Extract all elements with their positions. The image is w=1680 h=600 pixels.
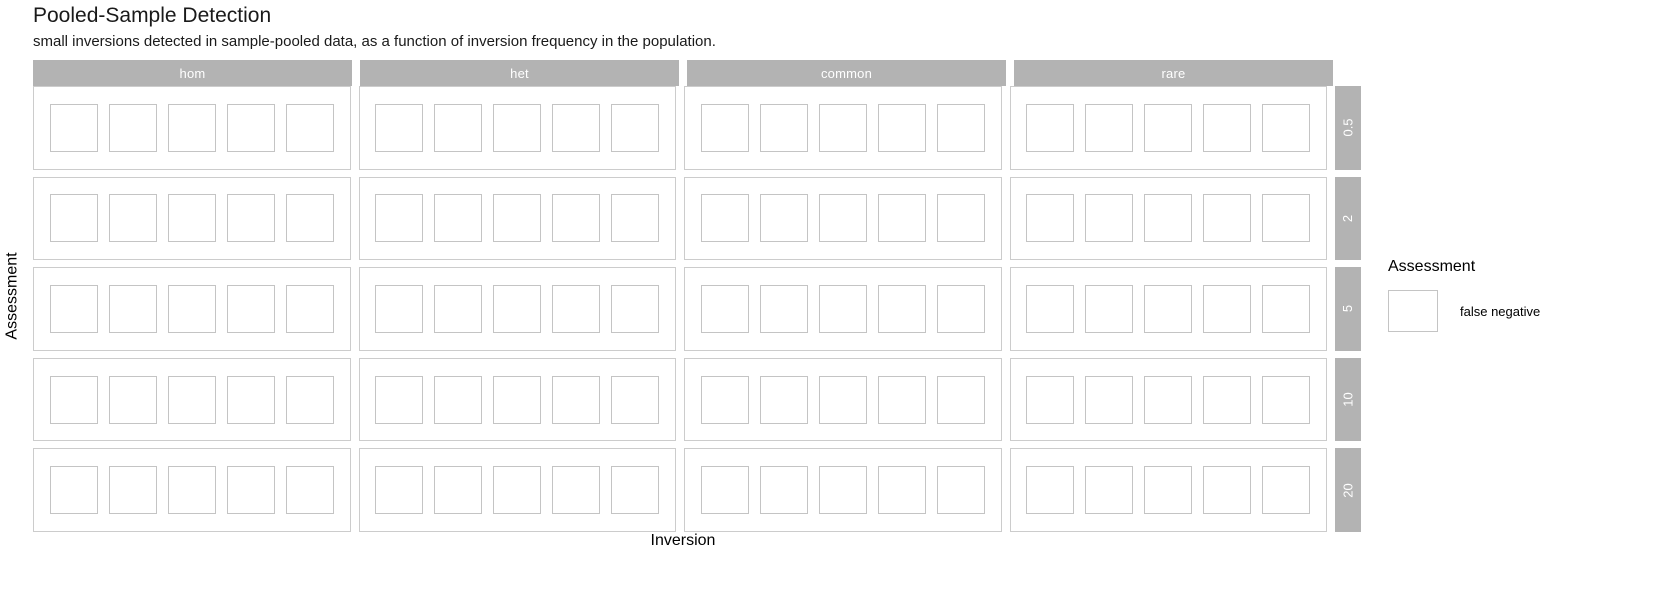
heatmap-cell xyxy=(493,194,541,242)
heatmap-cell xyxy=(1026,466,1074,514)
heatmap-cell xyxy=(611,376,659,424)
panel-het-20 xyxy=(359,448,677,532)
heatmap-cell xyxy=(1144,376,1192,424)
heatmap-cell xyxy=(878,466,926,514)
panel-het-2 xyxy=(359,177,677,261)
legend-title: Assessment xyxy=(1388,258,1476,275)
heatmap-cell xyxy=(375,376,423,424)
heatmap-cell xyxy=(434,104,482,152)
panel-hom-20 xyxy=(33,448,351,532)
panel-het-5 xyxy=(359,267,677,351)
heatmap-cell xyxy=(1262,376,1310,424)
heatmap-cell xyxy=(1026,285,1074,333)
heatmap-cell xyxy=(434,194,482,242)
heatmap-cell xyxy=(937,285,985,333)
panel-hom-0.5 xyxy=(33,86,351,170)
heatmap-cell xyxy=(1085,104,1133,152)
heatmap-cell xyxy=(1085,466,1133,514)
heatmap-cell xyxy=(1144,194,1192,242)
facet-grid xyxy=(33,60,1361,532)
heatmap-cell xyxy=(1203,376,1251,424)
y-axis-title-label: Assessment xyxy=(4,252,22,340)
heatmap-cell xyxy=(493,466,541,514)
heatmap-cell xyxy=(434,376,482,424)
heatmap-cell xyxy=(1203,466,1251,514)
heatmap-cell xyxy=(760,285,808,333)
heatmap-cell xyxy=(286,194,334,242)
heatmap-cell xyxy=(109,466,157,514)
facet-row xyxy=(33,448,1361,532)
heatmap-cell xyxy=(760,376,808,424)
heatmap-cell xyxy=(1144,285,1192,333)
panel-common-10 xyxy=(684,358,1002,442)
heatmap-cell xyxy=(50,376,98,424)
row-facet-strip xyxy=(1335,358,1361,442)
heatmap-cell xyxy=(878,194,926,242)
heatmap-cell xyxy=(819,376,867,424)
heatmap-cell xyxy=(937,466,985,514)
heatmap-cell xyxy=(937,194,985,242)
panel-common-2 xyxy=(684,177,1002,261)
heatmap-cell xyxy=(1262,285,1310,333)
heatmap-cell xyxy=(227,466,275,514)
heatmap-cell xyxy=(109,376,157,424)
heatmap-cell xyxy=(168,376,216,424)
row-facet-label: 0.5 xyxy=(1340,118,1356,137)
heatmap-cell xyxy=(109,285,157,333)
heatmap-cell xyxy=(50,466,98,514)
heatmap-cell xyxy=(552,285,600,333)
heatmap-cell xyxy=(434,285,482,333)
heatmap-cell xyxy=(611,285,659,333)
heatmap-cell xyxy=(937,376,985,424)
heatmap-cell xyxy=(227,104,275,152)
panel-common-0.5 xyxy=(684,86,1002,170)
heatmap-cell xyxy=(434,466,482,514)
heatmap-cell xyxy=(878,285,926,333)
heatmap-cell xyxy=(375,104,423,152)
heatmap-cell xyxy=(1203,104,1251,152)
row-facet-label: 2 xyxy=(1340,214,1356,223)
heatmap-cell xyxy=(286,466,334,514)
heatmap-cell xyxy=(1203,285,1251,333)
heatmap-cell xyxy=(50,104,98,152)
column-facet-strips xyxy=(33,60,1333,86)
heatmap-cell xyxy=(878,376,926,424)
heatmap-cell xyxy=(937,104,985,152)
heatmap-cell xyxy=(168,466,216,514)
row-facet-strip xyxy=(1335,448,1361,532)
facet-row xyxy=(33,358,1361,442)
heatmap-cell xyxy=(50,285,98,333)
panel-het-10 xyxy=(359,358,677,442)
heatmap-cell xyxy=(168,194,216,242)
heatmap-cell xyxy=(1085,194,1133,242)
heatmap-cell xyxy=(552,104,600,152)
heatmap-cell xyxy=(1085,285,1133,333)
row-facet-label: 5 xyxy=(1340,305,1356,313)
panel-het-0.5 xyxy=(359,86,677,170)
heatmap-cell xyxy=(819,194,867,242)
heatmap-cell xyxy=(701,466,749,514)
heatmap-cell xyxy=(819,466,867,514)
row-facet-strip xyxy=(1335,267,1361,351)
column-facet-common: common xyxy=(687,60,1006,86)
heatmap-cell xyxy=(50,194,98,242)
panel-hom-2 xyxy=(33,177,351,261)
legend xyxy=(1388,258,1648,332)
heatmap-cell xyxy=(493,285,541,333)
heatmap-cell xyxy=(493,104,541,152)
heatmap-cell xyxy=(168,104,216,152)
heatmap-cell xyxy=(1262,466,1310,514)
panel-hom-5 xyxy=(33,267,351,351)
heatmap-cell xyxy=(1262,104,1310,152)
heatmap-cell xyxy=(375,466,423,514)
heatmap-cell xyxy=(493,376,541,424)
heatmap-cell xyxy=(227,194,275,242)
heatmap-cell xyxy=(552,194,600,242)
heatmap-cell xyxy=(878,104,926,152)
panel-rare-2 xyxy=(1010,177,1328,261)
legend-item-false-negative xyxy=(1388,290,1648,332)
row-facet-label: 20 xyxy=(1340,482,1356,498)
heatmap-cell xyxy=(286,285,334,333)
heatmap-cell xyxy=(168,285,216,333)
heatmap-cell xyxy=(375,285,423,333)
heatmap-cell xyxy=(611,194,659,242)
heatmap-cell xyxy=(1262,194,1310,242)
panel-rare-5 xyxy=(1010,267,1328,351)
heatmap-cell xyxy=(819,285,867,333)
heatmap-cell xyxy=(109,104,157,152)
heatmap-cell xyxy=(701,104,749,152)
facet-row xyxy=(33,86,1361,170)
heatmap-cell xyxy=(1203,194,1251,242)
y-axis-title xyxy=(0,60,26,532)
heatmap-cell xyxy=(819,104,867,152)
heatmap-cell xyxy=(701,376,749,424)
chart-subtitle: small inversions detected in sample-pooled data, as a function of inversion frequency in the population. xyxy=(33,33,716,50)
column-facet-het: het xyxy=(360,60,679,86)
heatmap-cell xyxy=(760,104,808,152)
heatmap-cell xyxy=(1026,104,1074,152)
heatmap-cell xyxy=(1144,104,1192,152)
heatmap-cell xyxy=(1026,376,1074,424)
heatmap-cell xyxy=(227,285,275,333)
heatmap-cell xyxy=(286,376,334,424)
heatmap-cell xyxy=(701,194,749,242)
heatmap-cell xyxy=(227,376,275,424)
heatmap-cell xyxy=(701,285,749,333)
heatmap-cell xyxy=(611,466,659,514)
panel-rare-0.5 xyxy=(1010,86,1328,170)
facet-row xyxy=(33,267,1361,351)
panel-rare-20 xyxy=(1010,448,1328,532)
panel-common-5 xyxy=(684,267,1002,351)
panel-common-20 xyxy=(684,448,1002,532)
row-facet-strip xyxy=(1335,86,1361,170)
heatmap-cell xyxy=(375,194,423,242)
facet-row xyxy=(33,177,1361,261)
panel-hom-10 xyxy=(33,358,351,442)
heatmap-cell xyxy=(552,466,600,514)
heatmap-cell xyxy=(286,104,334,152)
chart-title: Pooled-Sample Detection xyxy=(33,4,272,27)
column-facet-rare: rare xyxy=(1014,60,1333,86)
heatmap-cell xyxy=(611,104,659,152)
heatmap-cell xyxy=(109,194,157,242)
heatmap-cell xyxy=(1144,466,1192,514)
heatmap-cell xyxy=(760,194,808,242)
facet-rows xyxy=(33,86,1361,532)
row-facet-strip xyxy=(1335,177,1361,261)
legend-label: false negative xyxy=(1460,303,1541,319)
column-facet-hom: hom xyxy=(33,60,352,86)
heatmap-cell xyxy=(1026,194,1074,242)
row-facet-label: 10 xyxy=(1340,392,1356,407)
legend-swatch xyxy=(1388,290,1438,332)
heatmap-cell xyxy=(1085,376,1133,424)
panel-rare-10 xyxy=(1010,358,1328,442)
heatmap-cell xyxy=(552,376,600,424)
heatmap-cell xyxy=(760,466,808,514)
x-axis-title: Inversion xyxy=(650,532,716,549)
